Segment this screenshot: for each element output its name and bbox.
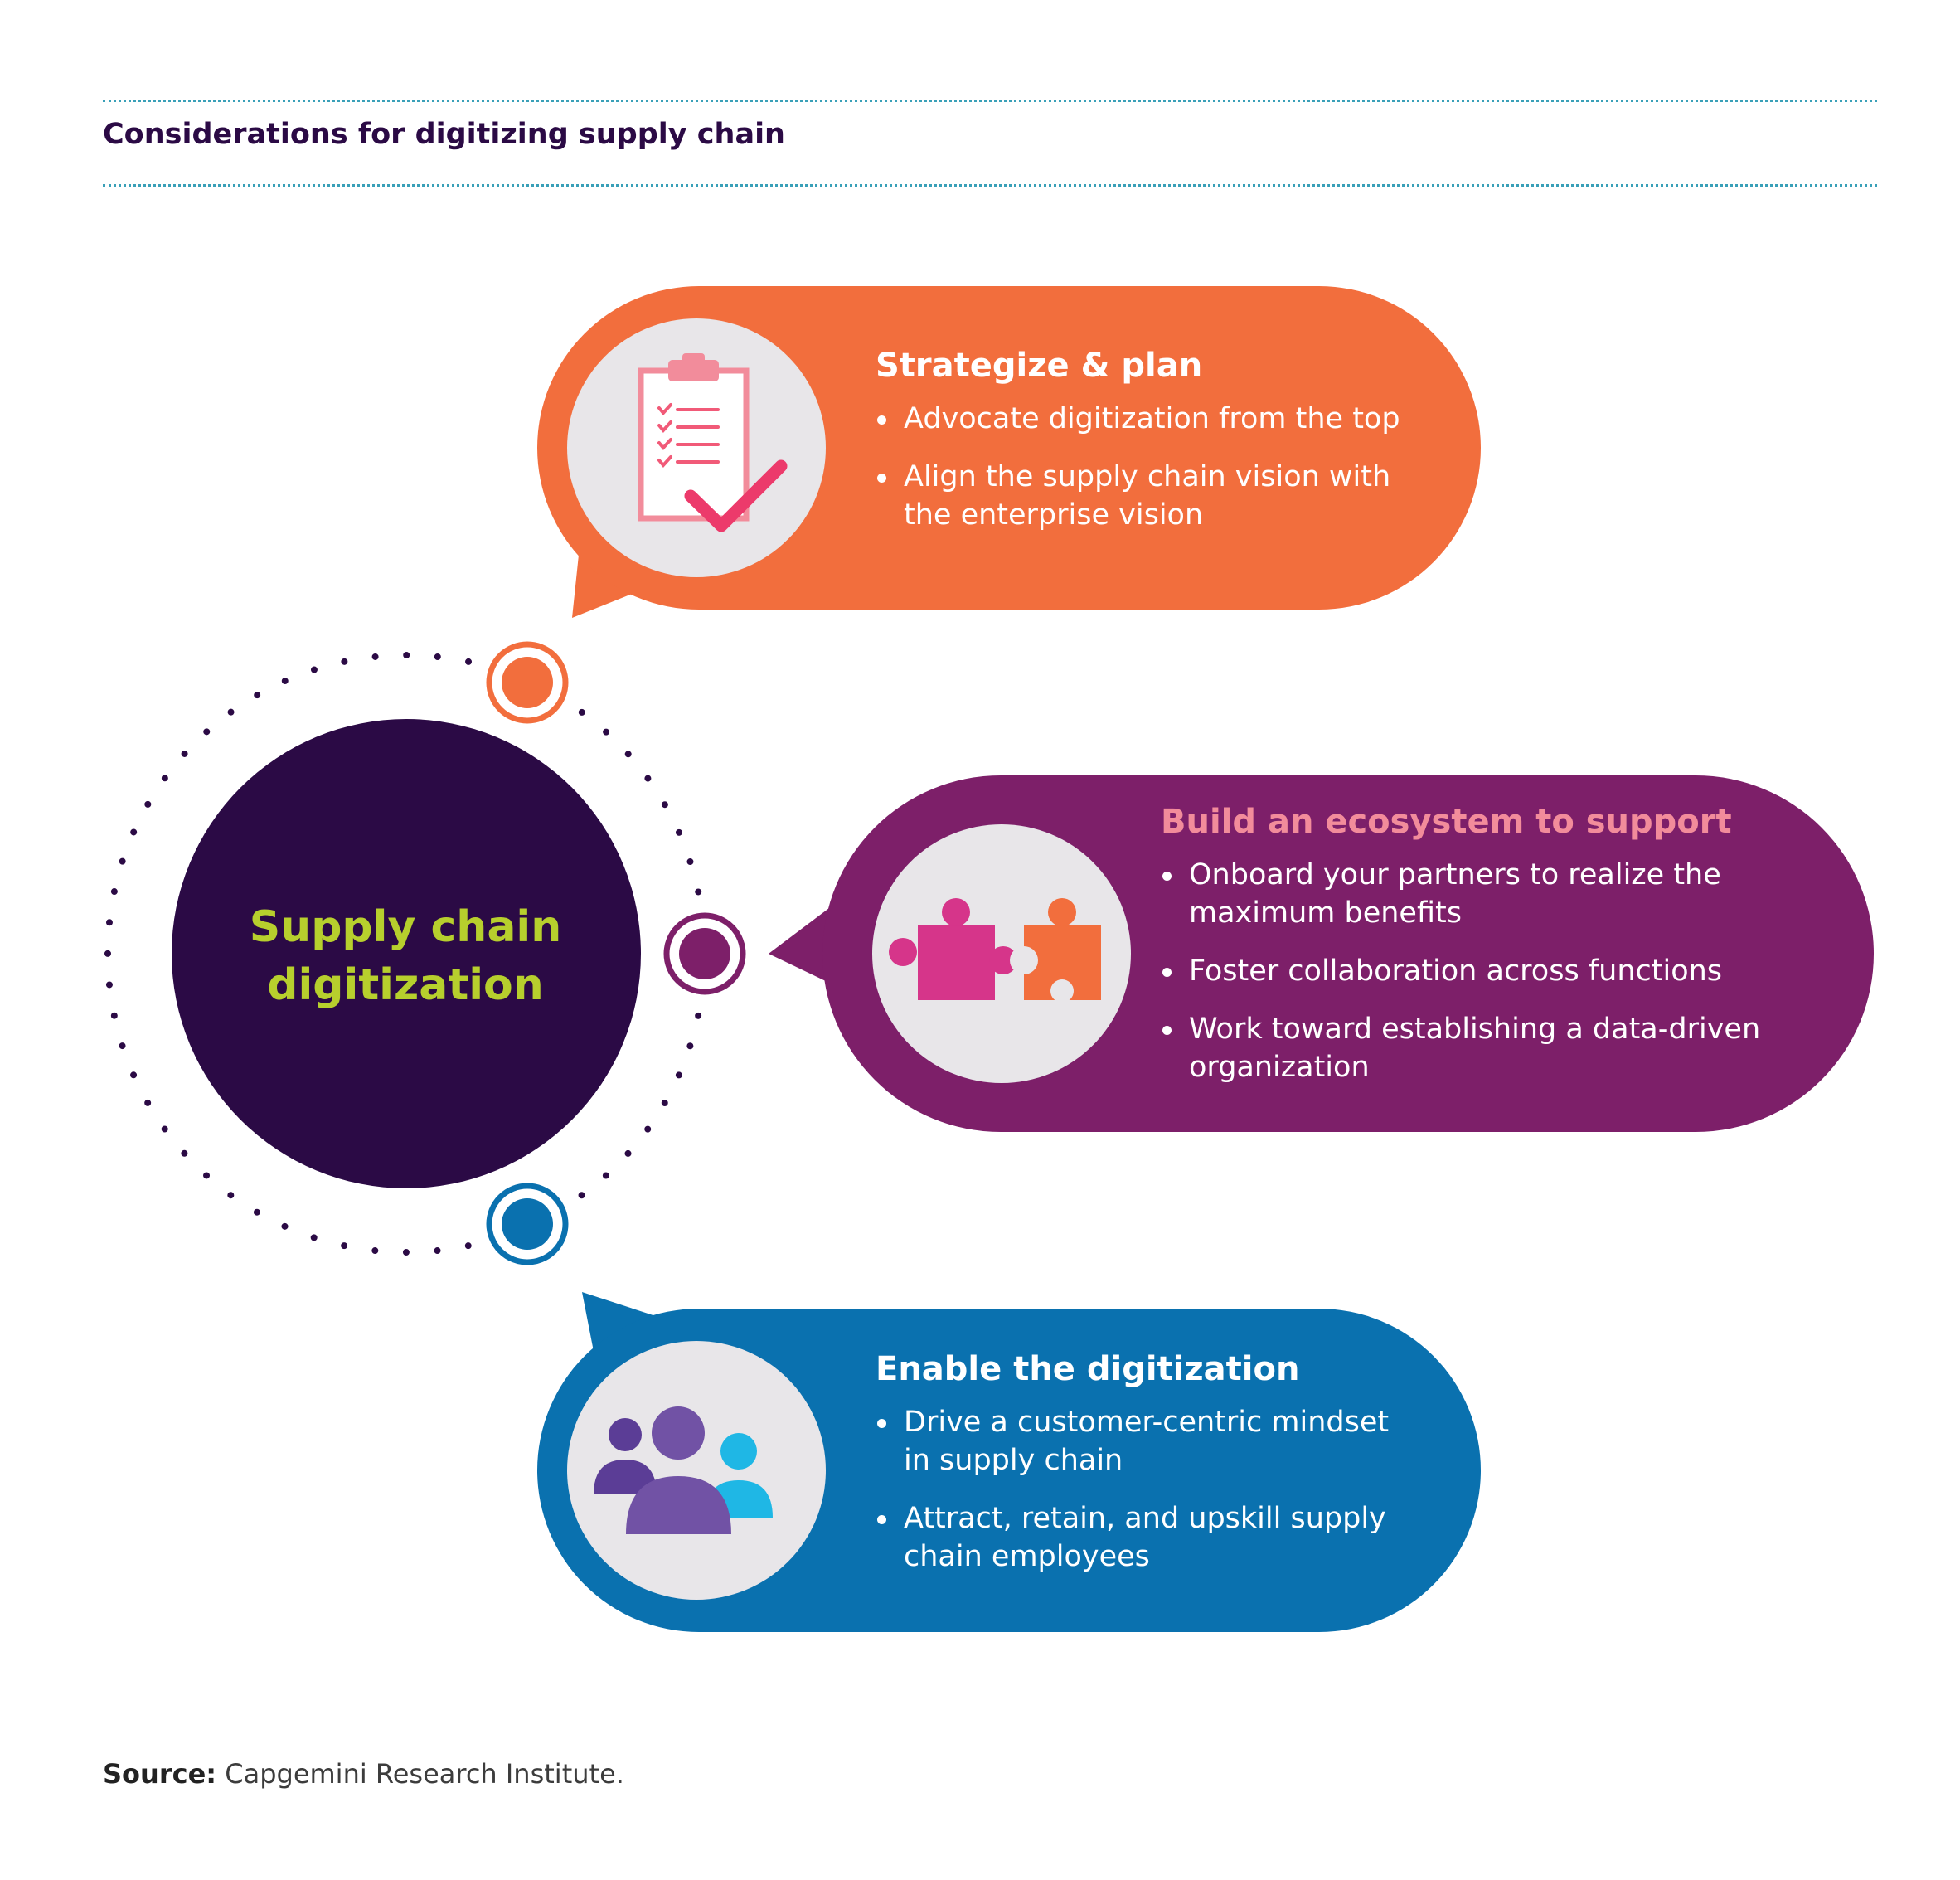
figure-title: Considerations for digitizing supply chain <box>103 118 785 151</box>
source-text: Capgemini Research Institute. <box>216 1758 624 1790</box>
section-enable <box>876 1350 1406 1596</box>
section-heading-ecosystem: Build an ecosystem to support <box>1161 803 1732 841</box>
bullet-item: Work toward establishing a data-driven organization <box>1161 1010 1791 1086</box>
bullet-list-enable <box>876 1403 1406 1576</box>
orbit-node-blue <box>484 1181 570 1267</box>
section-heading-enable: Enable the digitization <box>876 1350 1300 1388</box>
bullet-item: Onboard your partners to realize the maximum benefits <box>1161 856 1791 932</box>
bullet-item: Attract, retain, and upskill supply chain employees <box>876 1499 1406 1576</box>
hub-label: Supply chain digitization <box>249 902 562 1010</box>
orbit-node-purple <box>662 911 748 997</box>
bullet-list-strategize <box>876 400 1406 534</box>
source-note <box>103 1758 624 1790</box>
bullet-item: Advocate digitization from the top <box>876 400 1406 438</box>
section-strategize <box>876 347 1406 554</box>
bullet-item: Foster collaboration across functions <box>1161 952 1791 990</box>
bullet-item: Drive a customer-centric mindset in supply chain <box>876 1403 1406 1479</box>
section-ecosystem <box>1161 803 1791 1106</box>
bullet-list-ecosystem <box>1161 856 1791 1086</box>
section-heading-strategize: Strategize & plan <box>876 347 1203 385</box>
bullet-item: Align the supply chain vision with the enterprise vision <box>876 458 1406 534</box>
source-label: Source: <box>103 1758 217 1790</box>
orbit-node-orange <box>484 639 570 726</box>
